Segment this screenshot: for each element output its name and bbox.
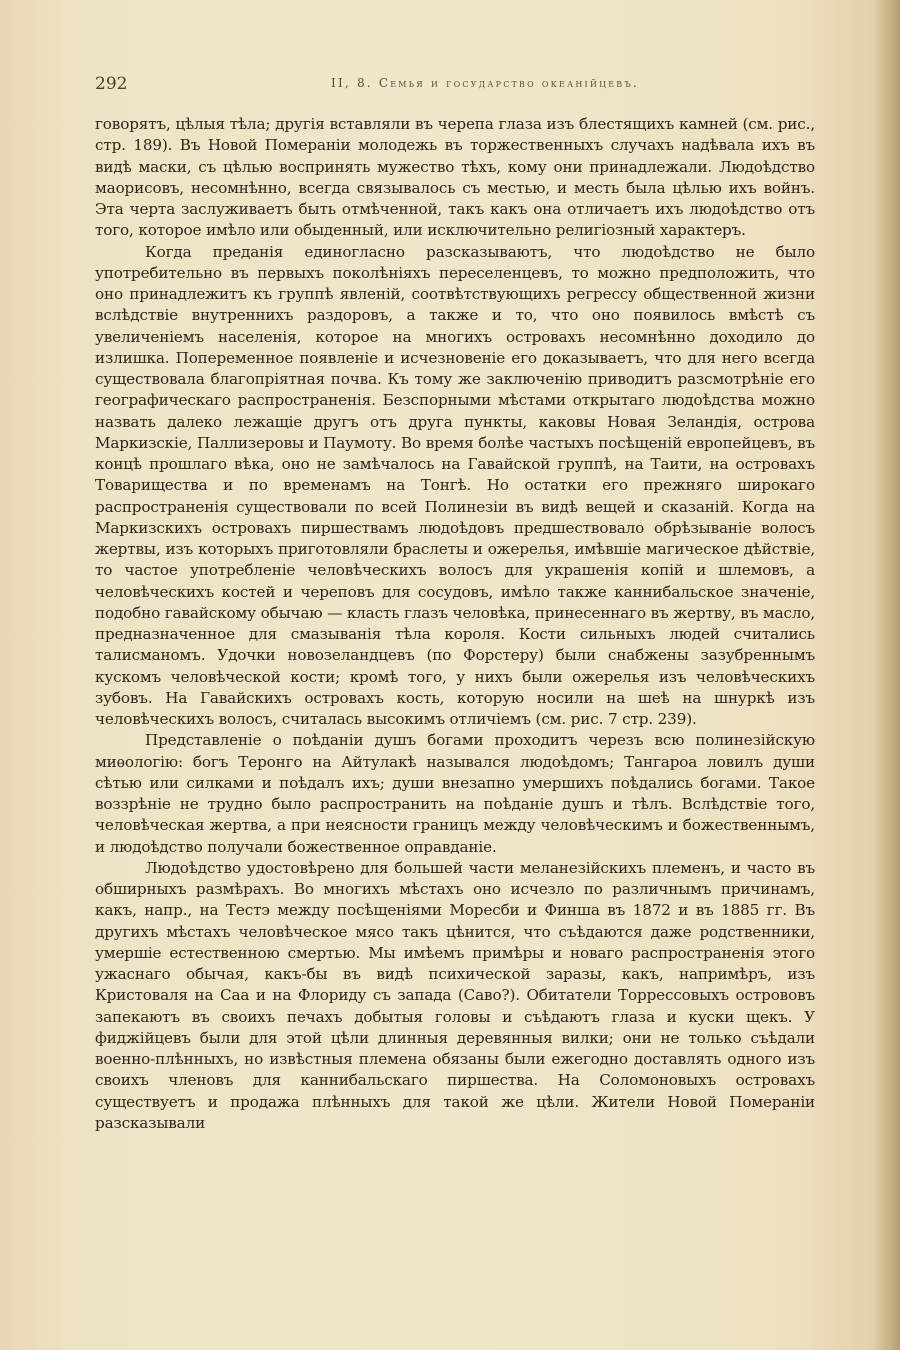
page-number: 292 (95, 74, 128, 94)
paragraph-3: Представленіе о поѣданіи душъ богами проходитъ черезъ всю полинезійскую миѳологію: богъ Теронго на Айтулакѣ назывался людоѣдомъ; Тангароа ловилъ души сѣтью или силками и поѣдалъ ихъ; души внезапно умершихъ поѣдались богами. Такое воззрѣніе не трудно было распространить на поѣданіе душъ и тѣлъ. Вслѣдствіе того, человѣческая жертва, а при неясности границъ между человѣческимъ и божественнымъ, и людоѣдство получали божественное оправданіе. (95, 731, 815, 856)
paragraph-2: Когда преданія единогласно разсказываютъ, что людоѣдство не было употребительно въ первыхъ поколѣніяхъ переселенцевъ, то можно предположить, что оно принадлежитъ къ группѣ явленій, соотвѣтствующихъ регрессу общественной жизни вслѣдствіе внутреннихъ раздоровъ, а также и то, что оно появилось вмѣстѣ съ увеличеніемъ населенія, которое на многихъ островахъ несомнѣнно доходило до излишка. Попеременное появленіе и исчезновеніе его доказываетъ, что для него всегда существовала благопріятная почва. Къ тому же заключенію приводитъ разсмотрѣніе его географическаго распространенія. Безспорными мѣстами открытаго людоѣдства можно назвать далеко лежащіе другъ отъ друга пункты, каковы Новая Зеландія, острова Маркизскіе, Паллизеровы и Паумоту. Во время болѣе частыхъ посѣщеній европейцевъ, въ концѣ прошлаго вѣка, оно не замѣчалось на Гавайской группѣ, на Таити, на островахъ Товарищества и по временамъ на Тонгѣ. Но остатки его прежняго широкаго распространенія существовали по всей Полинезіи въ видѣ вещей и сказаній. Когда на Маркизскихъ островахъ пиршествамъ людоѣдовъ предшествовало обрѣзываніе волосъ жертвы, изъ которыхъ приготовляли браслеты и ожерелья, имѣвшіе магическое дѣйствіе, то частое употребленіе человѣческихъ волосъ для украшенія копій и шлемовъ, а человѣческихъ костей и череповъ для сосудовъ, имѣло также каннибальское значеніе, подобно гавайскому обычаю — класть глазъ человѣка, принесеннаго въ жертву, въ масло, предназначенное для смазыванія тѣла короля. Кости сильныхъ людей считались талисманомъ. Удочки новозеландцевъ (по Форстеру) были снабжены зазубреннымъ кускомъ человѣческой кости; кромѣ того, у нихъ были ожерелья изъ человѣческихъ зубовъ. На Гавайскихъ островахъ кость, которую носили на шеѣ на шнуркѣ изъ человѣческихъ волосъ, считалась высокимъ отличіемъ (см. рис. 7 стр. 239). (95, 242, 815, 728)
running-title: II, 8. Семья и государство океанійцевъ. (331, 76, 639, 90)
page-edge-shadow (874, 0, 900, 1350)
paragraph-4: Людоѣдство удостовѣрено для большей части меланезійскихъ племенъ, и часто въ обширныхъ размѣрахъ. Во многихъ мѣстахъ оно исчезло по различнымъ причинамъ, какъ, напр., на Тестэ между посѣщеніями Моресби и Финша въ 1872 и въ 1885 гг. Въ другихъ мѣстахъ человѣческое мясо такъ цѣнится, что съѣдаются даже родственники, умершіе естественною смертью. Мы имѣемъ примѣры и новаго распространенія этого ужаснаго обычая, какъ-бы въ видѣ психической заразы, какъ, напримѣръ, изъ Кристоваля на Саа и на Флориду съ запада (Саво?). Обитатели Торрессовыхъ острововъ запекаютъ въ своихъ печахъ добытыя головы и съѣдаютъ глаза и куски щекъ. У фиджійцевъ были для этой цѣли длинныя деревянныя вилки; они не только съѣдали военно-плѣнныхъ, но извѣстныя племена обязаны были ежегодно доставлять одного изъ своихъ членовъ для каннибальскаго пиршества. На Соломоновыхъ островахъ существуетъ и продажа плѣнныхъ для такой же цѣли. Жители Новой Помераніи разсказывали (95, 858, 815, 1132)
body-text (95, 114, 815, 1134)
page-header (95, 74, 815, 98)
paragraph-1: говорятъ, цѣлыя тѣла; другія вставляли въ черепа глаза изъ блестящихъ камней (см. рис., стр. 189). Въ Новой Помераніи молодежь въ торжественныхъ случахъ надѣвала ихъ въ видѣ маски, съ цѣлью воспринять мужество тѣхъ, кому они принадлежали. Людоѣдство маорисовъ, несомнѣнно, всегда связывалось съ местью, и месть была цѣлью ихъ войнъ. Эта черта заслуживаетъ быть отмѣченной, такъ какъ она отличаетъ ихъ людоѣдство отъ того, которое имѣло или обыденный, или исключительно религіозный характеръ. (95, 115, 815, 240)
